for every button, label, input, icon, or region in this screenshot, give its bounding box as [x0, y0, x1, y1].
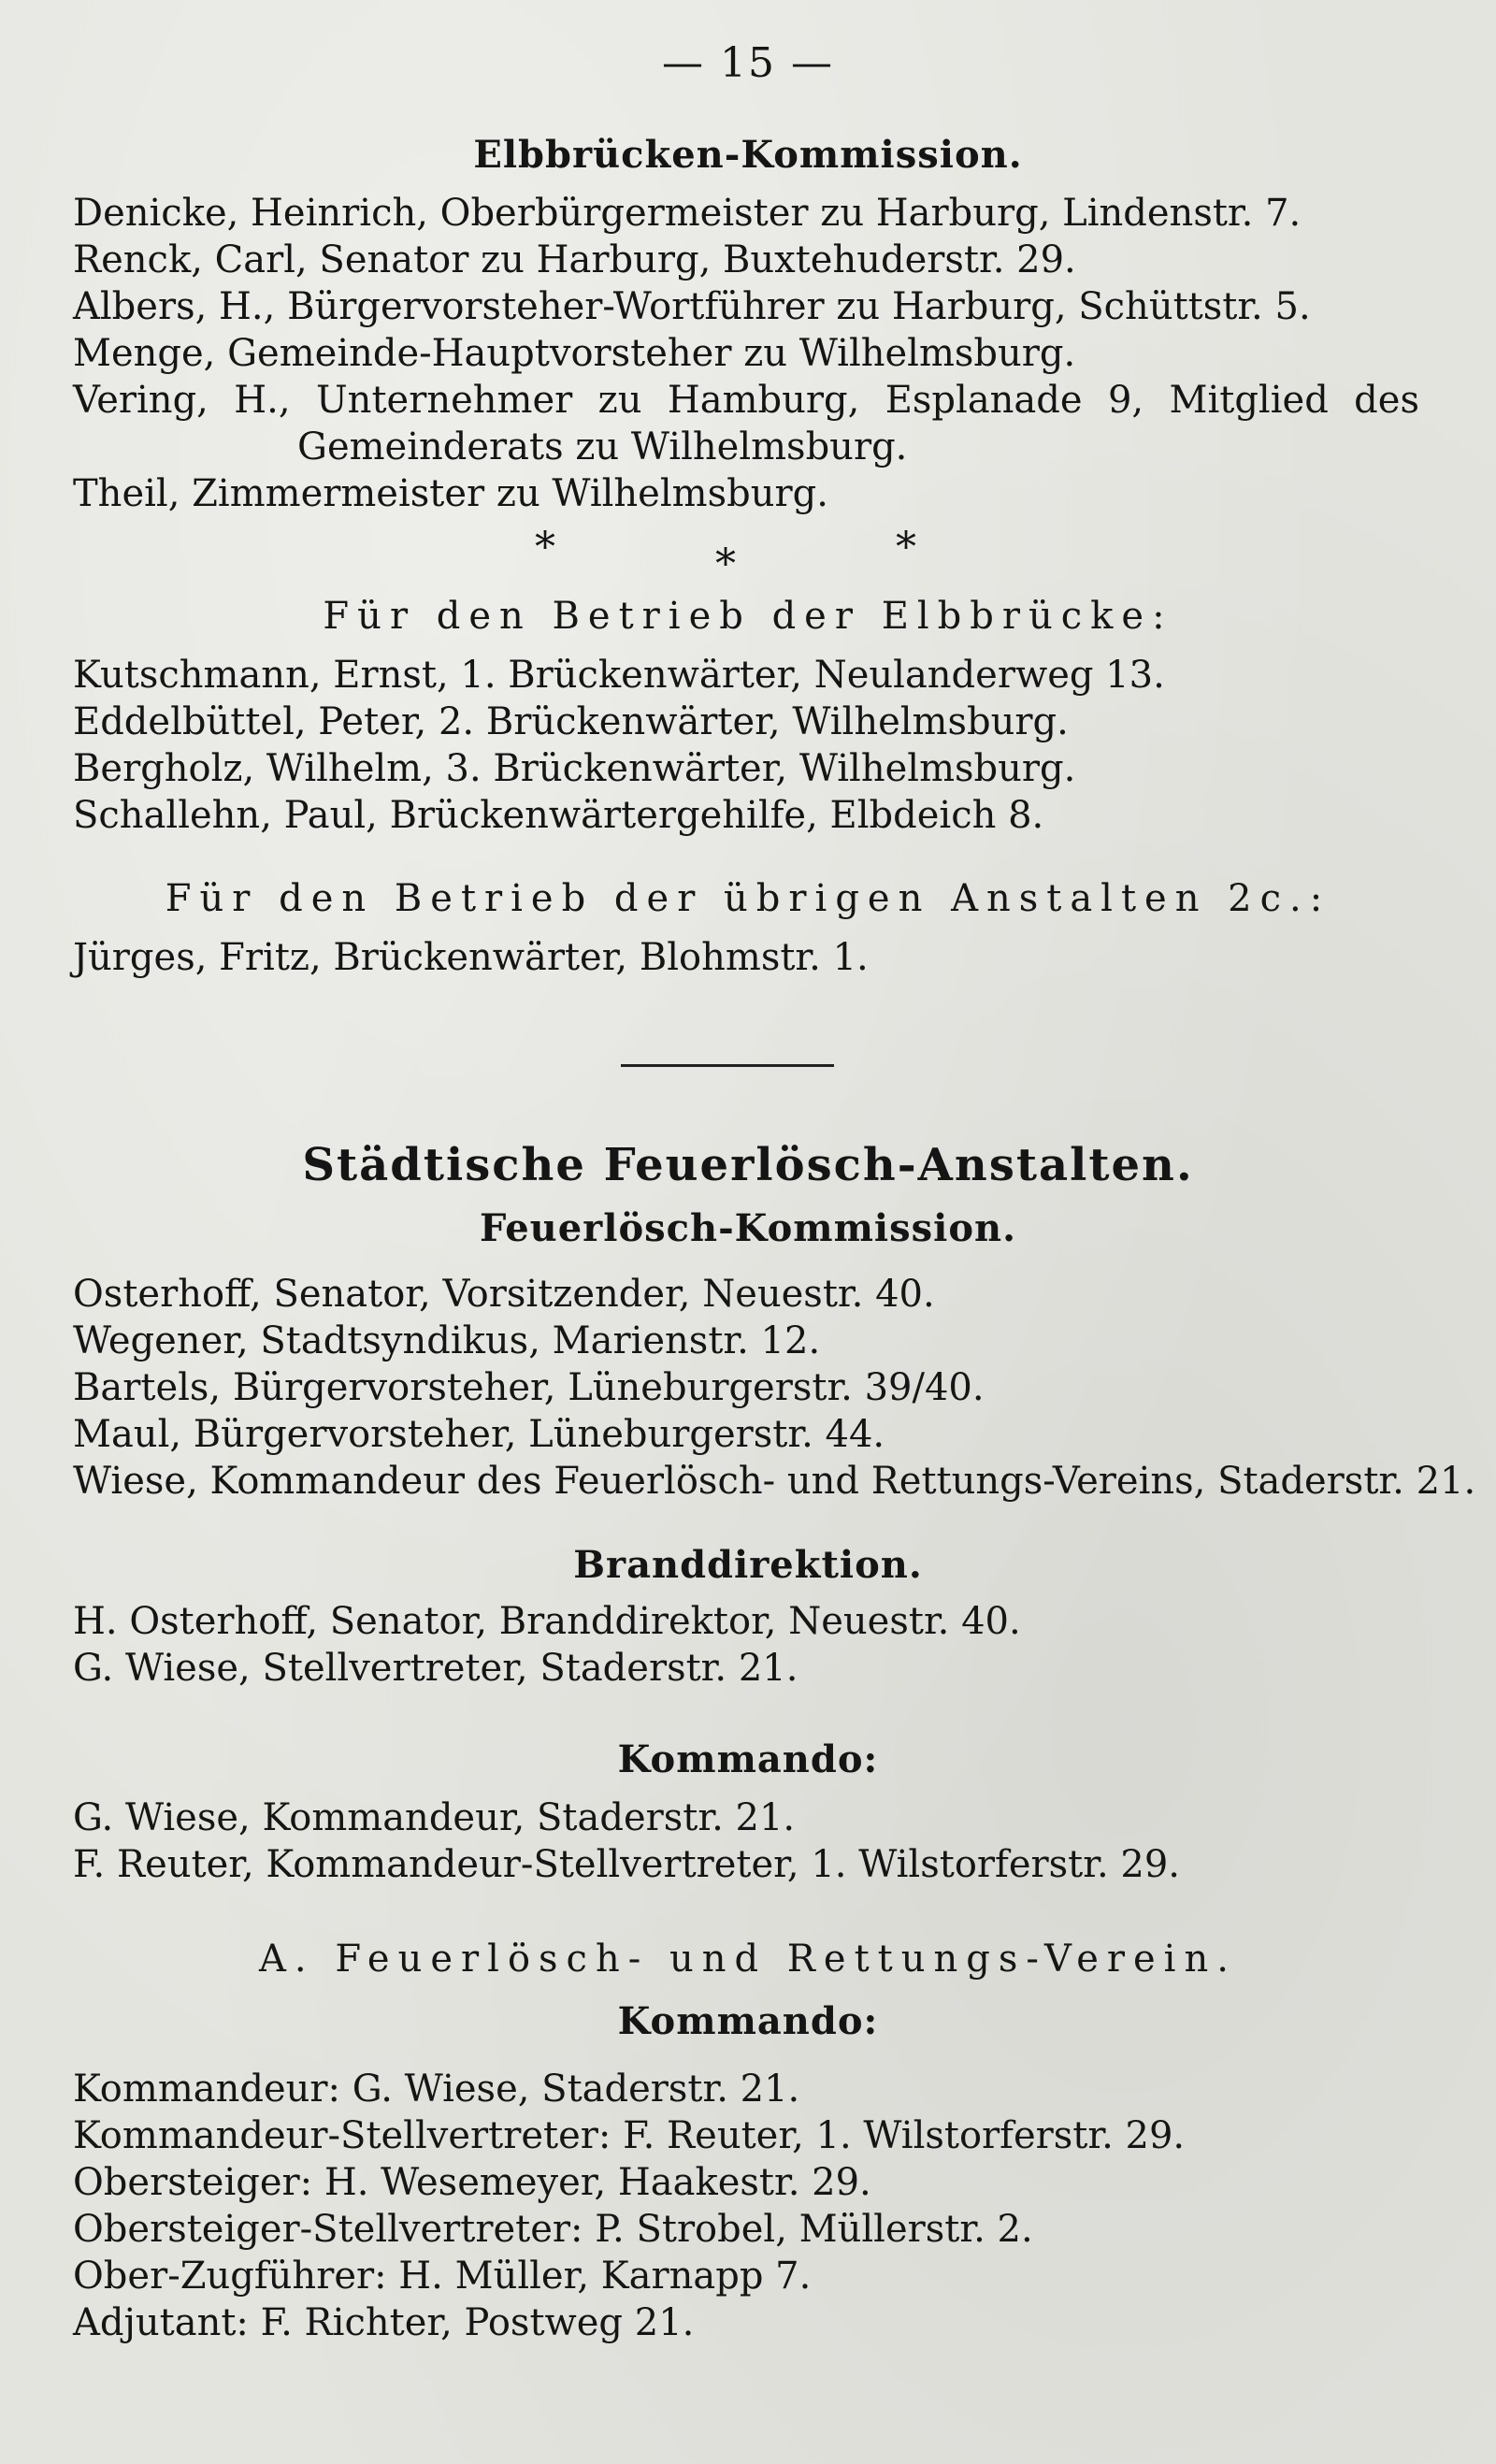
entry-line-continued: Gemeinderats zu Wilhelmsburg. [297, 425, 908, 468]
subsection-title-betrieb-elbbruecke: Für den Betrieb der Elbbrücke: [323, 595, 1173, 638]
entry-line: Renck, Carl, Senator zu Harburg, Buxtehuderstr. 29. [73, 238, 1076, 281]
star-mark: * [715, 540, 736, 588]
subsection-title-betrieb-uebrige: Für den Betrieb der übrigen Anstalten 2c.: [165, 877, 1331, 920]
entry-line: Maul, Bürgervorsteher, Lüneburgerstr. 44. [73, 1413, 885, 1456]
entry-line: Albers, H., Bürgervorsteher-Wortführer zu Harburg, Schüttstr. 5. [73, 285, 1311, 328]
subsection-title-verein-kommando: Kommando: [617, 1999, 879, 2043]
entry-line: Eddelbüttel, Peter, 2. Brückenwärter, Wilhelmsburg. [73, 700, 1069, 743]
entry-line: F. Reuter, Kommandeur-Stellvertreter, 1. Wilstorferstr. 29. [73, 1843, 1180, 1886]
entry-line: Obersteiger-Stellvertreter: P. Strobel, Müllerstr. 2. [73, 2208, 1033, 2251]
entry-line: Kommandeur: G. Wiese, Staderstr. 21. [73, 2068, 800, 2111]
entry-line: Theil, Zimmermeister zu Wilhelmsburg. [73, 472, 828, 515]
entry-line: Adjutant: F. Richter, Postweg 21. [73, 2301, 695, 2344]
subsection-title-kommando: Kommando: [617, 1737, 879, 1781]
entry-line: Bergholz, Wilhelm, 3. Brückenwärter, Wilhelmsburg. [73, 747, 1076, 790]
entry-line: Menge, Gemeinde-Hauptvorsteher zu Wilhelmsburg. [73, 332, 1076, 375]
entry-line: G. Wiese, Stellvertreter, Staderstr. 21. [73, 1647, 798, 1690]
horizontal-rule [621, 1064, 834, 1067]
entry-line: Jürges, Fritz, Brückenwärter, Blohmstr. 1. [73, 936, 869, 979]
section-title-elbbruecken: Elbbrücken-Kommission. [473, 133, 1023, 177]
star-mark: * [896, 524, 916, 571]
entry-line: Denicke, Heinrich, Oberbürgermeister zu Harburg, Lindenstr. 7. [73, 192, 1302, 235]
entry-line: Wiese, Kommandeur des Feuerlösch- und Rettungs-Vereins, Staderstr. 21. [73, 1460, 1476, 1503]
entry-line: Wegener, Stadtsyndikus, Marienstr. 12. [73, 1319, 821, 1362]
entry-line: Kommandeur-Stellvertreter: F. Reuter, 1. Wilstorferstr. 29. [73, 2114, 1186, 2157]
entry-line: Ober-Zugführer: H. Müller, Karnapp 7. [73, 2255, 812, 2298]
entry-line: Schallehn, Paul, Brückenwärtergehilfe, Elbdeich 8. [73, 794, 1044, 837]
entry-line: Vering, H., Unternehmer zu Hamburg, Esplanade 9, Mitglied des [73, 379, 1419, 422]
page-number: — 15 — [662, 39, 834, 87]
entry-line: Osterhoff, Senator, Vorsitzender, Neuestr. 40. [73, 1273, 935, 1316]
entry-line: Kutschmann, Ernst, 1. Brückenwärter, Neulanderweg 13. [73, 654, 1165, 697]
subsection-title-verein: A. Feuerlösch- und Rettungs-Verein. [259, 1938, 1237, 1981]
subsection-title-branddirektion: Branddirektion. [573, 1543, 923, 1587]
entry-line: Bartels, Bürgervorsteher, Lüneburgerstr. 39/40. [73, 1366, 985, 1409]
section-title-feuerloesch: Städtische Feuerlösch-Anstalten. [302, 1139, 1194, 1191]
entry-line: Obersteiger: H. Wesemeyer, Haakestr. 29. [73, 2161, 871, 2204]
section-divider-stars [0, 524, 1496, 588]
subsection-title-feuerloesch-kommission: Feuerlösch-Kommission. [479, 1206, 1017, 1250]
entry-line: H. Osterhoff, Senator, Branddirektor, Neuestr. 40. [73, 1600, 1021, 1643]
star-mark: * [535, 524, 555, 571]
entry-line: G. Wiese, Kommandeur, Staderstr. 21. [73, 1796, 796, 1839]
